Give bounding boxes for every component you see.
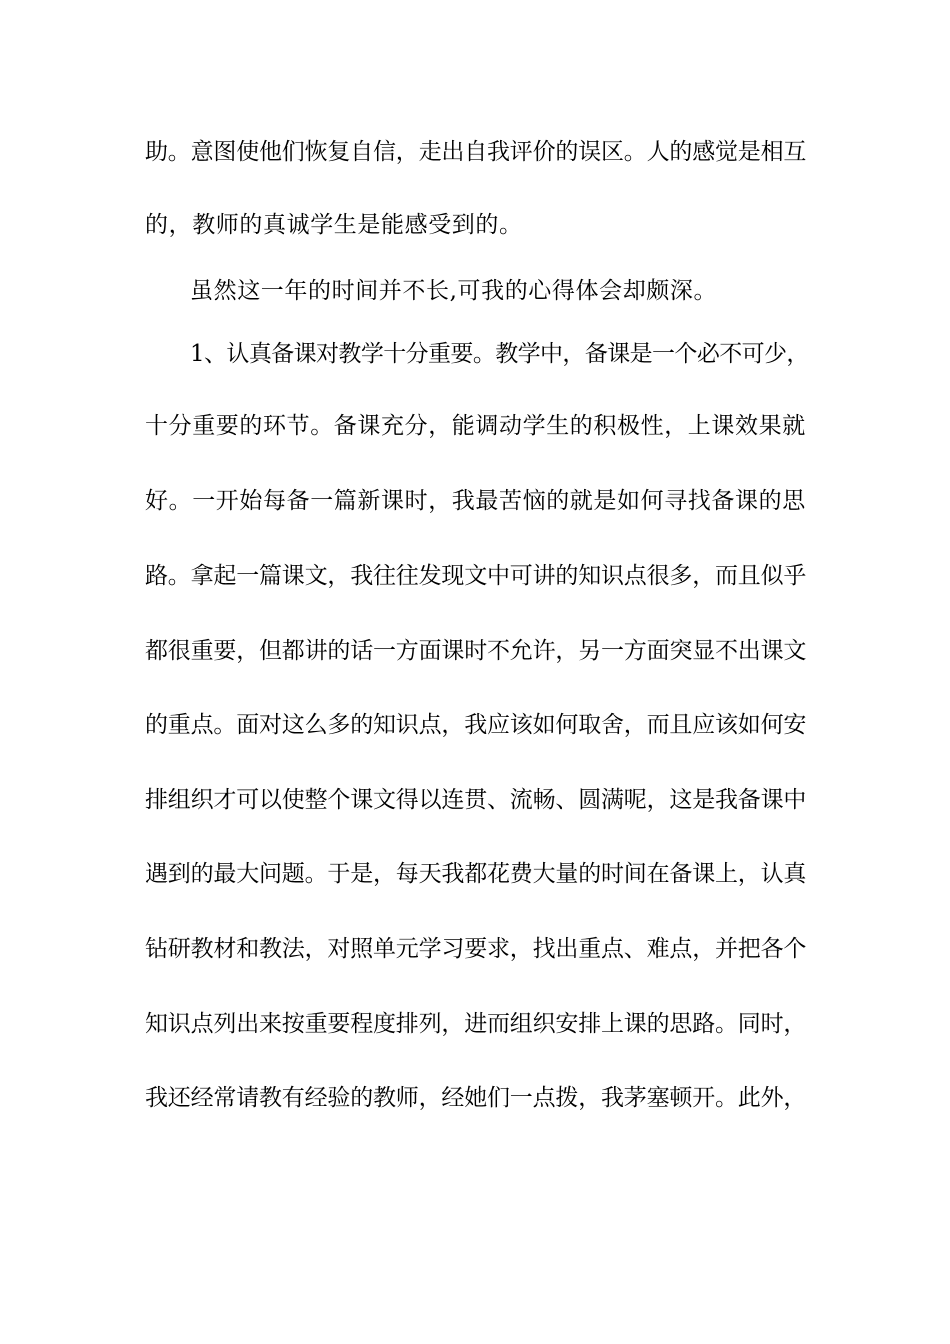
- text-line: 十分重要的环节。备课充分，能调动学生的积极性，上课效果就: [145, 413, 806, 439]
- text-line: 遇到的最大问题。于是，每天我都花费大量的时间在备课上，认真: [145, 861, 807, 887]
- text-line: 好。一开始每备一篇新课时，我最苦恼的就是如何寻找备课的思: [145, 488, 806, 514]
- text-line: 钻研教材和教法，对照单元学习要求，找出重点、难点，并把各个: [145, 936, 807, 962]
- text-line: 路。拿起一篇课文，我往往发现文中可讲的知识点很多，而且似乎: [145, 563, 807, 589]
- text-line: 助。意图使他们恢复自信，走出自我评价的误区。人的感觉是相互: [145, 139, 807, 165]
- text-line: 知识点列出来按重要程度排列，进而组织安排上课的思路。同时，: [145, 1011, 807, 1037]
- paragraph-first-line: 1、认真备课对教学十分重要。教学中，备课是一个必不可少，: [190, 341, 809, 367]
- text-line: 的，教师的真诚学生是能感受到的。: [145, 212, 523, 238]
- text-line: 的重点。面对这么多的知识点，我应该如何取舍，而且应该如何安: [145, 712, 807, 738]
- paragraph-first-line: 虽然这一年的时间并不长,可我的心得体会却颇深。: [190, 278, 718, 304]
- text-line: 我还经常请教有经验的教师，经她们一点拨，我茅塞顿开。此外，: [145, 1085, 807, 1111]
- text-line: 都很重要，但都讲的话一方面课时不允许，另一方面突显不出课文: [145, 638, 807, 664]
- text-line: 排组织才可以使整个课文得以连贯、流畅、圆满呢，这是我备课中: [145, 787, 807, 813]
